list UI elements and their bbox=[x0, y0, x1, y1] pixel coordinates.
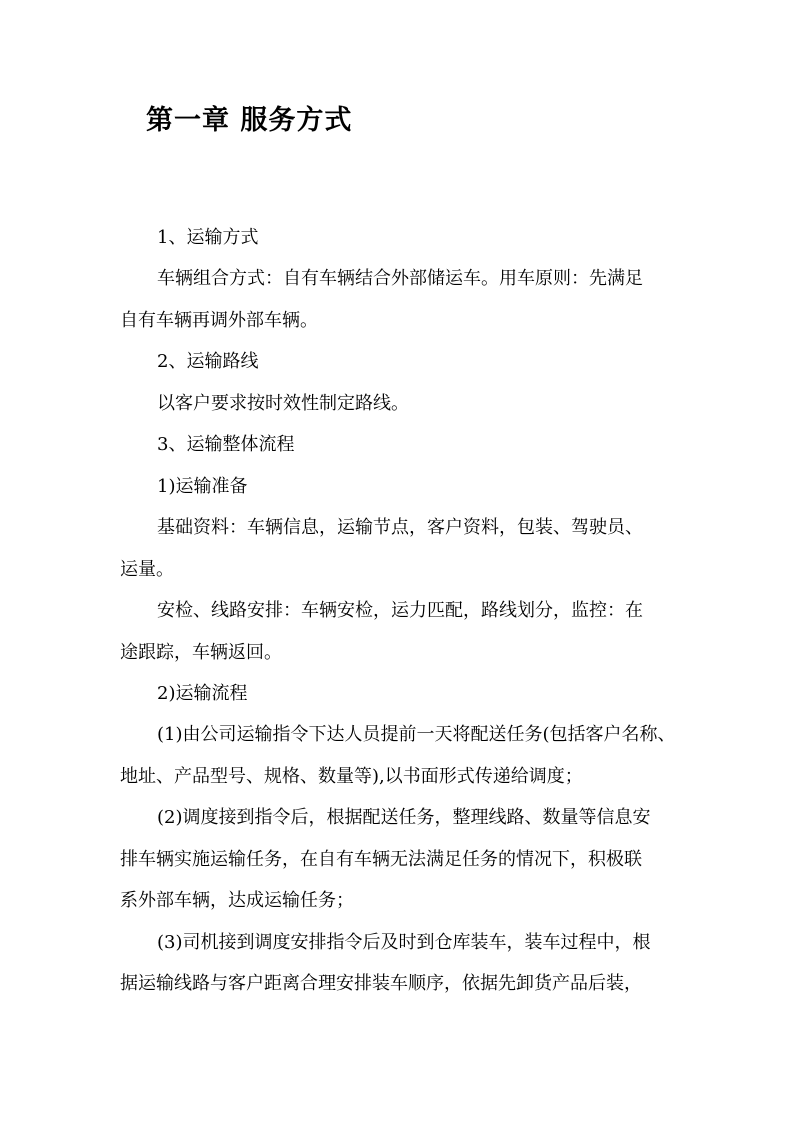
subsection-heading-preparation: 1)运输准备 bbox=[157, 476, 248, 497]
section-heading-transport-mode: 1、运输方式 bbox=[157, 227, 259, 248]
subsection-heading-process: 2)运输流程 bbox=[157, 683, 248, 704]
paragraph-line: 排车辆实施运输任务，在自有车辆无法满足任务的情况下，积极联 bbox=[120, 849, 642, 870]
paragraph-line: (2)调度接到指令后，根据配送任务，整理线路、数量等信息安 bbox=[157, 807, 651, 828]
paragraph-line: 车辆组合方式：自有车辆结合外部储运车。用车原则：先满足 bbox=[157, 268, 643, 289]
chapter-title: 第一章 服务方式 bbox=[146, 105, 353, 136]
paragraph-line: 运量。 bbox=[120, 559, 174, 580]
section-heading-overall-process: 3、运输整体流程 bbox=[157, 434, 295, 455]
section-heading-transport-route: 2、运输路线 bbox=[157, 351, 259, 372]
paragraph-line: (3)司机接到调度安排指令后及时到仓库装车，装车过程中，根 bbox=[157, 932, 651, 953]
paragraph-line: (1)由公司运输指令下达人员提前一天将配送任务(包括客户名称、 bbox=[157, 724, 676, 745]
paragraph-line: 安检、线路安排：车辆安检，运力匹配，路线划分，监控：在 bbox=[157, 600, 643, 621]
paragraph-line: 基础资料：车辆信息，运输节点，客户资料，包装、驾驶员、 bbox=[157, 517, 643, 538]
paragraph-line: 自有车辆再调外部车辆。 bbox=[120, 310, 318, 331]
paragraph-line: 系外部车辆，达成运输任务； bbox=[120, 890, 354, 911]
paragraph-line: 据运输线路与客户距离合理安排装车顺序，依据先卸货产品后装， bbox=[120, 973, 642, 994]
paragraph-line: 地址、产品型号、规格、数量等),以书面形式传递给调度； bbox=[120, 766, 583, 787]
paragraph-line: 以客户要求按时效性制定路线。 bbox=[157, 393, 409, 414]
paragraph-line: 途跟踪，车辆返回。 bbox=[120, 642, 282, 663]
